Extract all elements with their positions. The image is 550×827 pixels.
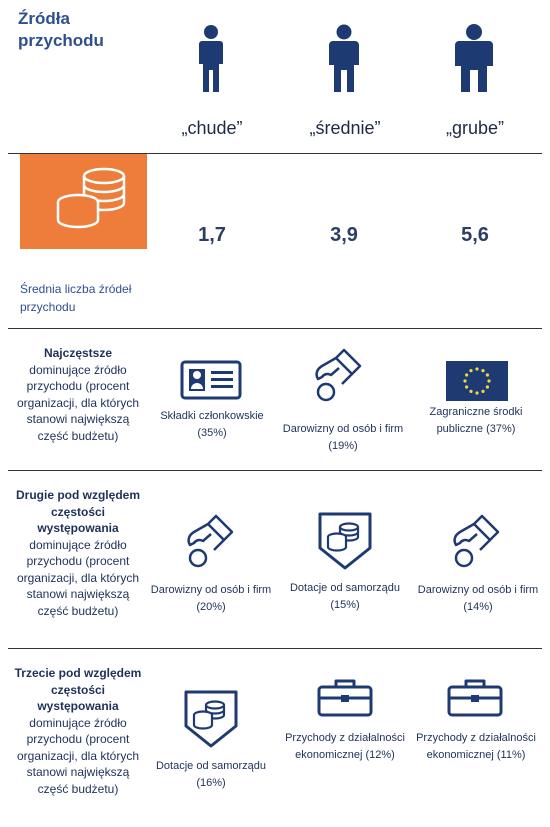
group-label-thin: „chude” [181, 118, 243, 138]
row-label-second: Drugie pod względem częstości występowania dominujące źródło przychodu (procent organizacji, dla których stanowi największą część budżetu) [15, 488, 140, 618]
briefcase-icon [446, 678, 504, 718]
coin-shield-icon [182, 688, 240, 750]
cell-text: Dotacje od samorządu (16%) [155, 760, 267, 789]
cell-text: Darowizny od osób i firm (20%) [150, 584, 272, 613]
cell-text: Darowizny od osób i firm (19%) [282, 423, 404, 452]
cell-text: Przychody z działalności ekonomicznej (12%) [285, 732, 405, 761]
divider [8, 648, 542, 649]
group-label-thick: „grube” [445, 118, 505, 138]
eu-flag-icon [446, 361, 508, 401]
coins-icon [20, 154, 147, 249]
coins-tile [20, 154, 147, 249]
briefcase-icon [316, 678, 374, 718]
cell-text: Dotacje od samorządu (15%) [289, 582, 401, 611]
cell-text: Zagraniczne środki publiczne (37%) [429, 406, 523, 435]
average-thick: 5,6 [461, 224, 489, 246]
row-label-third: Trzecie pod względem częstości występowania dominujące źródło przychodu (procent organizacji, dla których stanowi największą część budżetu) [14, 666, 142, 796]
donation-hand-icon [178, 510, 242, 574]
average-thin: 1,7 [198, 224, 226, 246]
person-medium-icon [327, 24, 361, 94]
average-medium: 3,9 [330, 224, 358, 246]
divider [8, 470, 542, 471]
divider [8, 328, 542, 329]
page-title: Źródła przychodu [18, 9, 104, 50]
group-label-medium: „średnie” [309, 118, 381, 138]
donation-hand-icon [444, 510, 508, 574]
coin-shield-icon [316, 510, 374, 572]
person-thin-icon [196, 24, 226, 94]
cell-text: Przychody z działalności ekonomicznej (11%) [416, 732, 536, 761]
average-label: Średnia liczba źródeł przychodu [20, 282, 132, 314]
person-thick-icon [454, 24, 494, 94]
cell-text: Składki członkowskie (35%) [160, 410, 264, 439]
row-label-most-common: Najczęstsze dominujące źródło przychodu (procent organizacji, dla których stanowi największą część budżetu) [16, 346, 140, 443]
donation-hand-icon [306, 344, 370, 408]
id-card-icon [180, 360, 242, 400]
cell-text: Darowizny od osób i firm (14%) [417, 584, 539, 613]
